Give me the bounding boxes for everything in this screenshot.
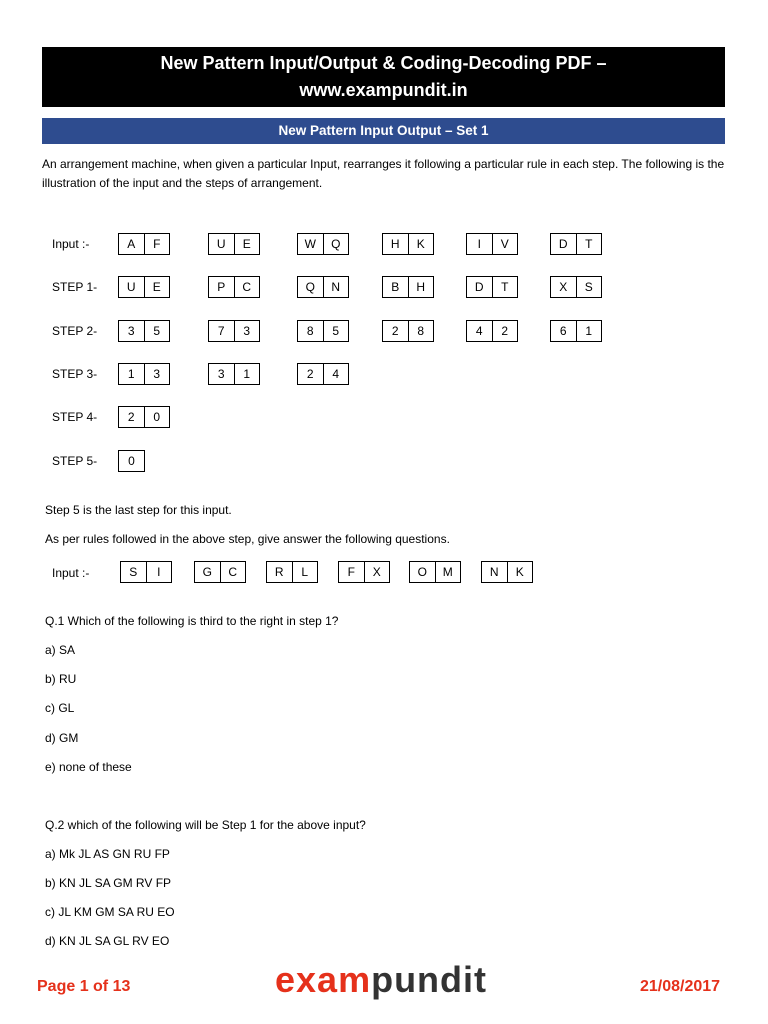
letter-cell: L xyxy=(292,562,318,582)
letter-cell: U xyxy=(126,280,136,294)
step-label: STEP 4- xyxy=(52,410,98,424)
letter-group-box xyxy=(118,276,170,298)
letter-cell: 1 xyxy=(576,321,602,341)
question-letter-box xyxy=(194,561,246,583)
letter-cell: E xyxy=(144,277,170,297)
letter-cell: G xyxy=(202,565,212,579)
question-1-text: Q.1 Which of the following is third to the right in step 1? xyxy=(45,614,339,628)
question-letter-box xyxy=(409,561,461,583)
letter-group-box xyxy=(382,233,434,255)
letter-cell: 3 xyxy=(127,324,135,338)
step-label: STEP 3- xyxy=(52,367,98,381)
letter-cell: 1 xyxy=(127,367,135,381)
title-line-1: New Pattern Input/Output & Coding-Decoding PDF – xyxy=(160,53,607,73)
letter-cell: F xyxy=(347,565,355,579)
letter-cell: X xyxy=(559,280,568,294)
letter-group-box xyxy=(550,320,602,342)
letter-cell: E xyxy=(234,234,260,254)
letter-cell: B xyxy=(391,280,400,294)
q2-option-d: d) KN JL SA GL RV EO xyxy=(45,934,170,948)
letter-cell: F xyxy=(144,234,170,254)
question-letter-box xyxy=(120,561,172,583)
letter-group-box xyxy=(466,233,518,255)
q2-option-a: a) Mk JL AS GN RU FP xyxy=(45,847,170,861)
letter-cell: O xyxy=(417,565,427,579)
question-input-label: Input :- xyxy=(52,566,90,580)
letter-group-box xyxy=(208,363,260,385)
letter-cell: 1 xyxy=(234,364,260,384)
question-letter-box xyxy=(338,561,390,583)
logo-text-pundit: pundit xyxy=(371,959,488,1000)
letter-group-box xyxy=(118,320,170,342)
letter-cell: 4 xyxy=(323,364,349,384)
letter-group-box xyxy=(118,450,145,472)
letter-cell: K xyxy=(408,234,434,254)
letter-cell: S xyxy=(129,565,138,579)
letter-cell: C xyxy=(234,277,260,297)
q1-option-a: a) SA xyxy=(45,643,76,657)
letter-cell: 5 xyxy=(323,321,349,341)
letter-cell: 8 xyxy=(306,324,314,338)
letter-group-box xyxy=(297,276,349,298)
letter-cell: H xyxy=(390,237,400,251)
intro-paragraph: An arrangement machine, when given a particular Input, rearranges it following a particular rule in each step. The following is the illustration of the input and the steps of arrangement. xyxy=(42,157,725,190)
letter-cell: Q xyxy=(305,280,315,294)
letter-cell: C xyxy=(220,562,246,582)
letter-cell: 0 xyxy=(128,454,135,468)
letter-cell: I xyxy=(146,562,172,582)
letter-group-box xyxy=(297,233,349,255)
letter-cell: W xyxy=(304,237,316,251)
letter-group-box xyxy=(118,363,170,385)
document-title-banner xyxy=(42,47,725,107)
letter-cell: T xyxy=(576,234,602,254)
step-label: Input :- xyxy=(52,237,90,251)
letter-group-box xyxy=(208,276,260,298)
q2-option-b: b) KN JL SA GM RV FP xyxy=(45,876,172,890)
letter-cell: 3 xyxy=(217,367,225,381)
letter-cell: A xyxy=(127,237,136,251)
letter-cell: 4 xyxy=(475,324,483,338)
letter-cell: 5 xyxy=(144,321,170,341)
document-date: 21/08/2017 xyxy=(640,978,721,995)
step-label: STEP 2- xyxy=(52,324,98,338)
step-label: STEP 5- xyxy=(52,454,98,468)
letter-cell: P xyxy=(217,280,226,294)
letter-cell: X xyxy=(364,562,390,582)
q2-option-c: c) JL KM GM SA RU EO xyxy=(45,905,175,919)
letter-cell: Q xyxy=(323,234,349,254)
letter-cell: 0 xyxy=(144,407,170,427)
letter-group-box xyxy=(550,233,602,255)
letter-cell: M xyxy=(435,562,461,582)
letter-cell: S xyxy=(576,277,602,297)
letter-cell: 3 xyxy=(234,321,260,341)
letter-cell: V xyxy=(492,234,518,254)
letter-cell: U xyxy=(216,237,226,251)
letter-cell: K xyxy=(507,562,533,582)
question-2-text: Q.2 which of the following will be Step 1 for the above input? xyxy=(45,818,366,832)
letter-group-box xyxy=(208,320,260,342)
letter-cell: 2 xyxy=(391,324,399,338)
last-step-note: Step 5 is the last step for this input. xyxy=(45,503,232,517)
letter-group-box xyxy=(466,320,518,342)
letter-cell: H xyxy=(408,277,434,297)
title-line-2: www.exampundit.in xyxy=(299,80,468,100)
letter-cell: T xyxy=(492,277,518,297)
letter-cell: D xyxy=(558,237,568,251)
q1-option-b: b) RU xyxy=(45,672,77,686)
letter-cell: 2 xyxy=(306,367,314,381)
letter-group-box xyxy=(466,276,518,298)
question-letter-box xyxy=(266,561,318,583)
letter-cell: 7 xyxy=(217,324,225,338)
letter-group-box xyxy=(550,276,602,298)
letter-group-box xyxy=(297,320,349,342)
page-number: Page 1 of 13 xyxy=(37,978,131,995)
letter-cell: 8 xyxy=(408,321,434,341)
letter-cell: N xyxy=(489,565,499,579)
letter-cell: 2 xyxy=(127,410,135,424)
set-title-banner: New Pattern Input Output – Set 1 xyxy=(42,118,725,144)
step-label: STEP 1- xyxy=(52,280,98,294)
letter-cell: 2 xyxy=(492,321,518,341)
letter-group-box xyxy=(297,363,349,385)
letter-cell: D xyxy=(474,280,484,294)
letter-group-box xyxy=(208,233,260,255)
letter-cell: 3 xyxy=(144,364,170,384)
letter-cell: R xyxy=(274,565,284,579)
rules-note: As per rules followed in the above step, give answer the following questions. xyxy=(45,532,450,546)
letter-cell: N xyxy=(323,277,349,297)
q1-option-c: c) GL xyxy=(45,701,75,715)
letter-group-box xyxy=(382,320,434,342)
letter-group-box xyxy=(382,276,434,298)
letter-cell: I xyxy=(477,237,481,251)
question-letter-box xyxy=(481,561,533,583)
letter-group-box xyxy=(118,233,170,255)
logo-text-exam: exam xyxy=(275,959,372,1000)
q1-option-d: d) GM xyxy=(45,731,79,745)
q1-option-e: e) none of these xyxy=(45,760,132,774)
letter-cell: 6 xyxy=(559,324,567,338)
letter-group-box xyxy=(118,406,170,428)
exampundit-logo xyxy=(275,959,487,1001)
